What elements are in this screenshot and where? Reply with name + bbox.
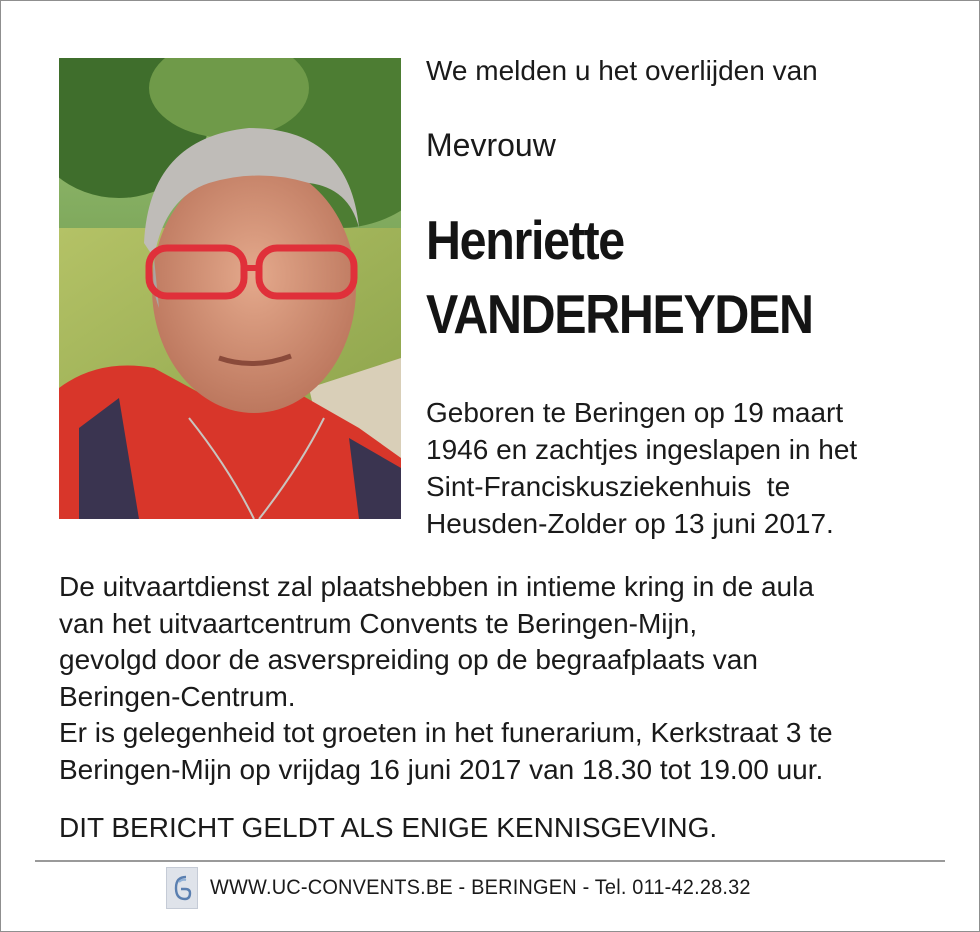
last-name: VANDERHEYDEN <box>426 283 813 345</box>
service-line: Beringen-Centrum. <box>59 680 296 712</box>
service-line: van het uitvaartcentrum Convents te Beringen-Mijn, <box>59 607 698 639</box>
birth-line: Geboren te Beringen op 19 maart <box>426 397 844 428</box>
first-name: Henriette <box>426 209 624 271</box>
salutation: Mevrouw <box>426 127 556 163</box>
service-line: Er is gelegenheid tot groeten in het funerarium, Kerkstraat 3 te <box>59 717 833 748</box>
footer <box>166 866 779 910</box>
intro-text: We melden u het overlijden van <box>426 55 818 86</box>
funeral-home-logo-icon <box>166 867 198 909</box>
service-line: Beringen-Mijn op vrijdag 16 juni 2017 van 18.30 tot 19.00 uur. <box>59 753 824 785</box>
funeral-service-details <box>59 569 833 788</box>
portrait-photo <box>59 58 401 519</box>
footer-divider <box>35 860 945 862</box>
birth-line: 1946 en zachtjes ingeslapen in het <box>426 434 858 465</box>
birth-line: Heusden-Zolder op 13 juni 2017. <box>426 508 834 539</box>
footer-contact: WWW.UC-CONVENTS.BE - BERINGEN - Tel. 011-42.28.32 <box>210 876 751 899</box>
service-line: De uitvaartdienst zal plaatshebben in intieme kring in de aula <box>59 571 814 602</box>
service-line: gevolgd door de asverspreiding op de begraafplaats van <box>59 644 758 675</box>
sole-notice-statement: DIT BERICHT GELDT ALS ENIGE KENNISGEVING. <box>59 812 718 843</box>
birth-line: Sint-Franciskusziekenhuis te <box>426 471 791 502</box>
birth-death-details <box>426 394 857 542</box>
deceased-name <box>426 203 813 351</box>
